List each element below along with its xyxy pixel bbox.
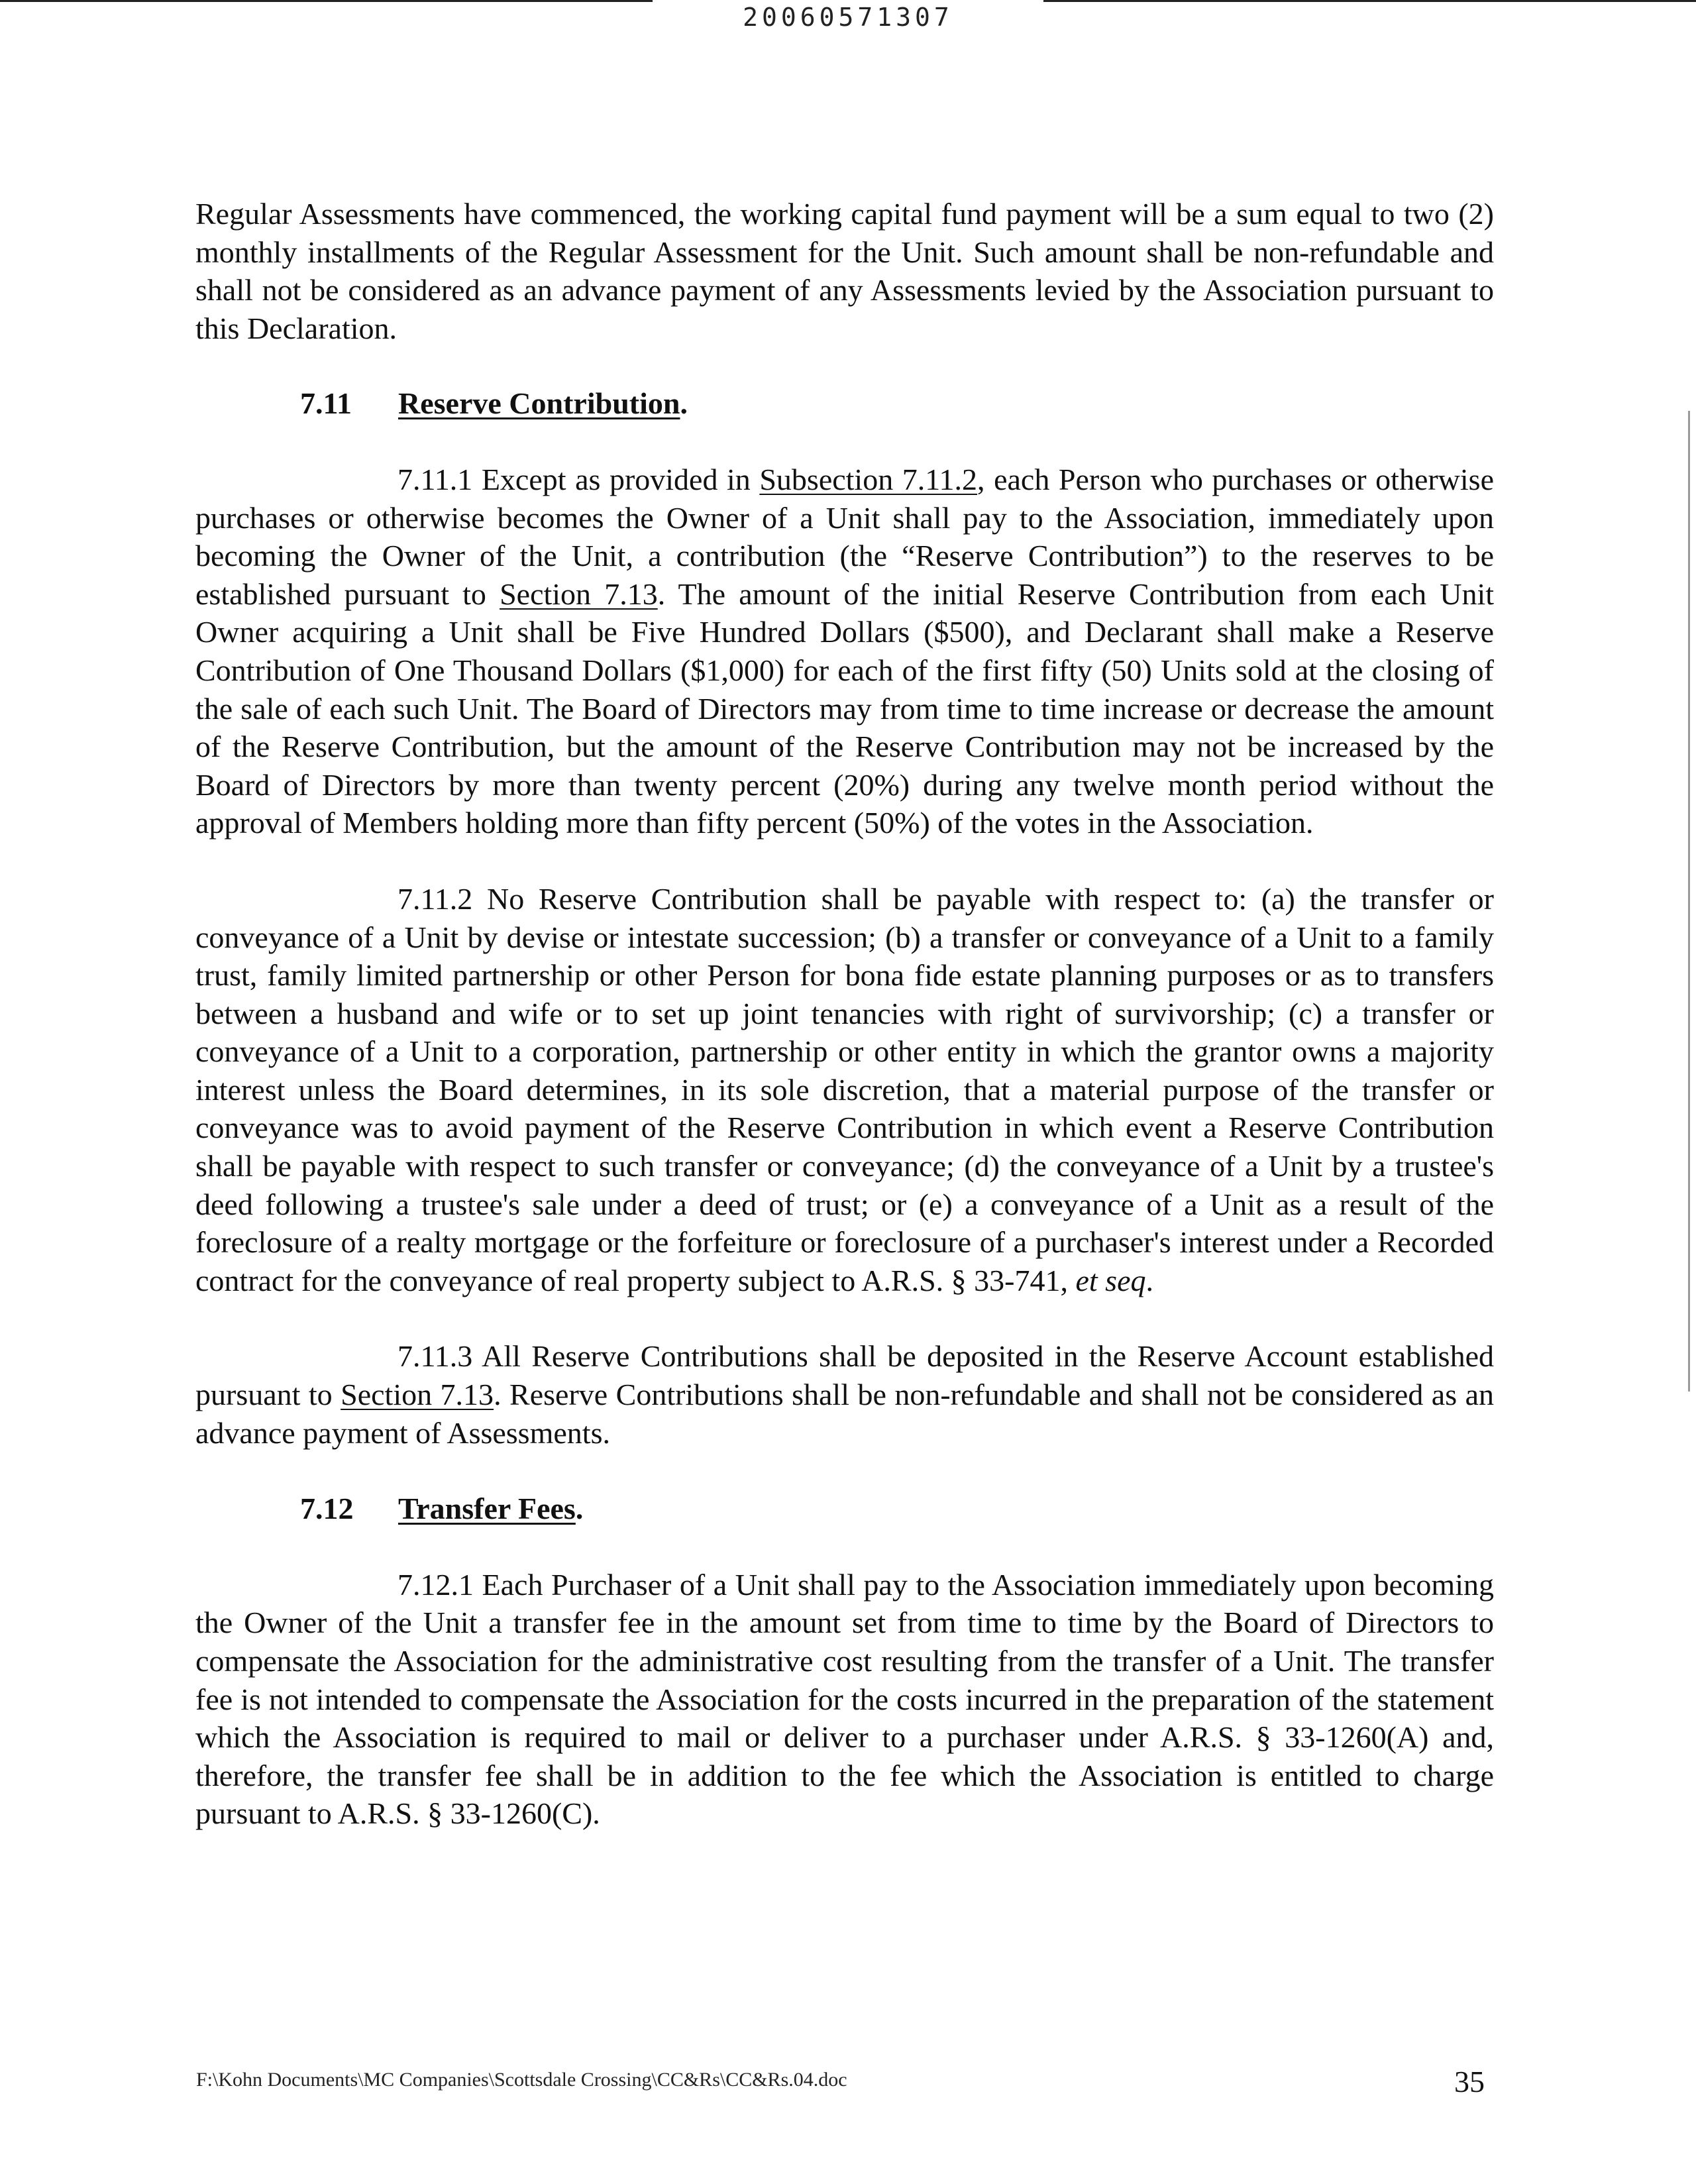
section-heading-7-12: [195, 1490, 1494, 1528]
paragraph-7-11-3: [195, 1337, 1494, 1452]
scan-edge-mark: [1688, 411, 1690, 1392]
footer-file-path: F:\Kohn Documents\MC Companies\Scottsdale Crossing\CC&Rs\CC&Rs.04.doc: [196, 2069, 847, 2091]
cross-reference: Subsection 7.11.2: [759, 462, 978, 496]
section-title-suffix: .: [575, 1492, 584, 1526]
cross-reference: Section 7.13: [341, 1378, 494, 1412]
page-body: [195, 195, 1494, 1871]
section-number: 7.12: [300, 1492, 354, 1526]
section-heading-7-11: [195, 384, 1494, 423]
paragraph-text: 7.11.1 Except as provided in: [398, 462, 760, 496]
paragraph-text: . Reserve Contributions shall be non-refundable and shall not be considered as an advance payment of Assessments.: [195, 1378, 1494, 1450]
intro-paragraph: Regular Assessments have commenced, the working capital fund payment will be a sum equal to two (2) monthly installments of the Regular Assessment for the Unit. Such amount shall be non-refundable and shall not be considered as an advance payment of any Assessments levied by the Association pursuant to this Declaration.: [195, 197, 1494, 345]
section-title: Transfer Fees: [398, 1492, 576, 1526]
paragraph-text: 7.11.3 All Reserve Contributions shall be deposited in the Reserve Account established pursuant to: [195, 1339, 1494, 1412]
paragraph-7-12-1: 7.12.1 Each Purchaser of a Unit shall pay to the Association immediately upon becoming the Owner of the Unit a transfer fee in the amount set from time to time by the Board of Directors to compensate the Association for the administrative cost resulting from the transfer of a Unit. The transfer fee is not intended to compensate the Association for the costs incurred in the preparation of the statement which the Association is required to mail or deliver to a purchaser under A.R.S. § 33-1260(A) and, therefore, the transfer fee shall be in addition to the fee which the Association is entitled to charge pursuant to A.R.S. § 33-1260(C).: [195, 1567, 1494, 1831]
page-number: 35: [1454, 2065, 1485, 2099]
paragraph-text: .: [1145, 1263, 1153, 1297]
header-rule-left: [0, 0, 653, 2]
section-title: Reserve Contribution: [398, 386, 680, 421]
paragraph-text: . The amount of the initial Reserve Contribution from each Unit Owner acquiring a Unit shall be Five Hundred Dollars ($500), and Declarant shall make a Reserve Contribution of One Thousand Dollars ($1,000) for each of the first fifty (50) Units sold at the closing of the sale of each such Unit. The Board of Directors may from time to time increase or decrease the amount of the Reserve Contribution, but the amount of the Reserve Contribution may not be increased by the Board of Directors by more than twenty percent (20%) during any twelve month period without the approval of Members holding more than fifty percent (50%) of the votes in the Association.: [195, 576, 1495, 840]
paragraph-7-11-1: [195, 461, 1494, 842]
paragraph-text: 7.11.2 No Reserve Contribution shall be payable with respect to: (a) the transfer or conveyance of a Unit by devise or intestate succession; (b) a transfer or conveyance of a Unit to a family trust, family limited partnership or other Person for bona fide estate planning purposes or as to transfers between a husband and wife or to set up joint tenancies with right of survivorship; (c) a transfer or conveyance of a Unit to a corporation, partnership or other entity in which the grantor owns a majority interest unless the Board determines, in its sole discretion, that a material purpose of the transfer or conveyance was to avoid payment of the Reserve Contribution in which event a Reserve Contribution shall be payable with respect to such transfer or conveyance; (d) the conveyance of a Unit by a trustee's deed following a trustee's sale under a deed of trust; or (e) a conveyance of a Unit as a result of the foreclosure of a realty mortgage or the forfeiture or foreclosure of a purchaser's interest under a Recorded contract for the conveyance of real property subject to A.R.S. § 33-741,: [195, 881, 1494, 1297]
cross-reference: Section 7.13: [500, 576, 658, 611]
italic-text: et seq: [1075, 1263, 1146, 1297]
paragraph-text: , each Person who purchases or otherwise purchases or otherwise becomes the Owner of a Unit shall pay to the Association, immediately upon becoming the Owner of the Unit, a contribution (the “Reserve Contribution”) to the reserves to be established pursuant to: [195, 462, 1495, 611]
section-title-suffix: .: [680, 386, 688, 421]
section-number: 7.11: [300, 386, 352, 421]
paragraph-7-11-2: [195, 880, 1494, 1300]
document-number: 20060571307: [743, 3, 953, 32]
header-rule-right: [1043, 0, 1696, 2]
